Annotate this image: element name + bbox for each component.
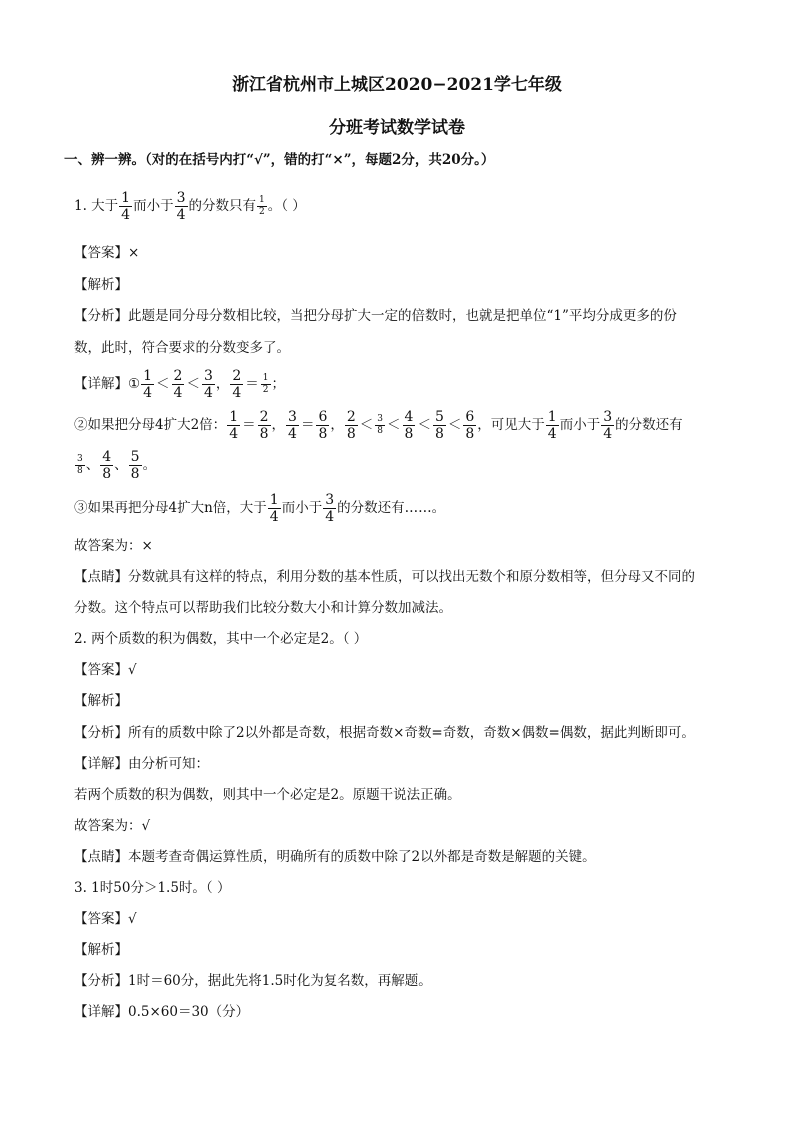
answer-label: 【答案】: [74, 245, 128, 261]
fraction: [75, 455, 85, 476]
numerator: 1: [259, 194, 265, 205]
q2-jiexi: 【解析】: [74, 693, 128, 709]
denominator: 8: [465, 425, 475, 442]
equals: ＝: [300, 417, 315, 433]
fraction: [172, 369, 185, 400]
question-2: 2. 两个质数的积为偶数，其中一个必定是2。（ ）: [74, 631, 368, 647]
q2-analysis: [74, 723, 695, 743]
q1-answer: [74, 243, 139, 263]
numerator: 6: [318, 408, 328, 425]
q3-answer: [74, 909, 137, 929]
denominator: 4: [176, 206, 186, 223]
fraction: [141, 369, 154, 400]
denominator: 4: [143, 384, 153, 401]
separator: 、: [85, 457, 100, 473]
fraction: [375, 415, 385, 436]
equals: ＝: [245, 376, 259, 392]
q1-prefix: 1. 大于: [74, 198, 119, 214]
fraction: [268, 493, 281, 524]
detail-text: 由分析可知：: [128, 756, 209, 772]
equals: ＝: [242, 417, 256, 433]
denominator: 8: [377, 425, 384, 436]
denominator: 4: [325, 508, 335, 525]
denominator: 4: [603, 425, 613, 442]
denominator: 8: [259, 425, 269, 442]
numerator: 3: [325, 491, 335, 508]
q1-mid: 而小于: [133, 198, 174, 214]
q1-conclusion: 故答案为：×: [74, 538, 153, 554]
numerator: 3: [176, 189, 186, 206]
q1-analysis-cont: 数，此时，符合要求的分数变多了。: [74, 340, 290, 356]
q2-answer: [74, 660, 137, 680]
analysis-label: 【分析】: [74, 308, 128, 324]
question-3: 3. 1时50分＞1.5时。（ ）: [74, 880, 231, 896]
denominator: 4: [173, 384, 183, 401]
answer-value: √: [128, 662, 137, 678]
fraction: [257, 196, 267, 217]
numerator: 3: [288, 408, 297, 425]
q2-detail: [74, 754, 209, 774]
q1-point-cont: 分数。这个特点可以帮助我们比较分数大小和计算分数加减法。: [74, 600, 452, 616]
detail-text: ③如果再把分母4扩大n倍，大于: [74, 500, 267, 516]
denominator: 8: [434, 425, 444, 442]
less-than: ＜: [359, 417, 374, 433]
numerator: 6: [465, 408, 475, 425]
fraction: [286, 410, 299, 441]
denominator: 4: [203, 384, 213, 401]
q1-detail-2-cont: [74, 446, 156, 484]
denominator: 8: [404, 425, 414, 442]
numerator: 4: [404, 408, 414, 425]
fraction: [463, 410, 476, 441]
numerator: 3: [377, 413, 384, 424]
detail-text: ②如果把分母4扩大2倍：: [74, 417, 227, 433]
numerator: 1: [121, 189, 131, 206]
answer-value: ×: [128, 245, 140, 261]
less-than: ＜: [417, 417, 431, 433]
denominator: 8: [346, 425, 356, 442]
numerator: 2: [173, 367, 183, 384]
denominator: 4: [269, 508, 279, 525]
comma: ，: [330, 417, 344, 433]
point-label: 【点睛】: [74, 849, 128, 865]
q2-detail-cont: 若两个质数的积为偶数，则其中一个必定是2。原题干说法正确。: [74, 787, 461, 803]
detail-label: 【详解】: [74, 1004, 128, 1020]
q2-conclusion: 故答案为：√: [74, 818, 151, 834]
detail-text: 0.5×60＝30（分）: [128, 1004, 250, 1020]
detail-text: 的分数还有: [615, 417, 683, 433]
detail-marker: ①: [128, 376, 141, 392]
less-than: ＜: [447, 417, 462, 433]
q3-jiexi: 【解析】: [74, 942, 128, 958]
numerator: 1: [229, 408, 239, 425]
denominator: 4: [121, 206, 131, 223]
fraction: [202, 369, 215, 400]
denominator: 4: [288, 425, 297, 442]
analysis-text: 所有的质数中除了2以外都是奇数，根据奇数×奇数=奇数，奇数×偶数=偶数，据此判断即可。: [128, 725, 695, 741]
denominator: 8: [77, 465, 83, 476]
period: 。: [142, 457, 157, 473]
denominator: 8: [318, 425, 328, 442]
section-heading: 一、辨一辨。（对的在括号内打“√”，错的打“×”，每题2分，共20分。）: [64, 152, 495, 168]
fraction: [316, 410, 329, 441]
denominator: 4: [229, 425, 239, 442]
fraction: [546, 410, 559, 441]
numerator: 1: [269, 491, 279, 508]
q1-point: [74, 567, 695, 587]
question-1: [74, 184, 306, 228]
answer-label: 【答案】: [74, 662, 128, 678]
point-text: 分数就具有这样的特点，利用分数的基本性质，可以找出无数个和原分数相等，但分母又不同的: [128, 569, 695, 585]
fraction: [323, 493, 336, 524]
denominator: 4: [547, 425, 557, 442]
fraction: [230, 369, 243, 400]
numerator: 1: [143, 367, 153, 384]
numerator: 5: [130, 448, 140, 465]
less-than: ＜: [156, 376, 170, 392]
fraction: [601, 410, 614, 441]
numerator: 3: [77, 453, 83, 464]
point-text: 本题考查奇偶运算性质，明确所有的质数中除了2以外都是奇数是解题的关键。: [128, 849, 596, 865]
q1-tail: 。（ ）: [267, 198, 306, 214]
numerator: 2: [346, 408, 356, 425]
q1-analysis: [74, 306, 677, 326]
fraction: [100, 450, 113, 481]
denominator: 8: [102, 465, 112, 482]
denominator: 2: [259, 206, 265, 217]
less-than: ＜: [186, 376, 200, 392]
semicolon: ；: [271, 376, 286, 392]
answer-label: 【答案】: [74, 911, 128, 927]
fraction: [433, 410, 446, 441]
numerator: 3: [203, 367, 213, 384]
comma: ，: [271, 417, 286, 433]
numerator: 2: [232, 367, 242, 384]
numerator: 4: [102, 448, 112, 465]
analysis-text: 此题是同分母分数相比较，当把分母扩大一定的倍数时，也就是把单位“1”平均分成更多的份: [128, 308, 677, 324]
denominator: 2: [262, 384, 269, 395]
detail-text: 而小于: [281, 500, 323, 516]
q1-jiexi: 【解析】: [74, 277, 128, 293]
numerator: 3: [603, 408, 613, 425]
fraction: [175, 191, 188, 222]
separator: 、: [114, 457, 128, 473]
numerator: 1: [262, 372, 269, 383]
fraction: [261, 374, 271, 395]
denominator: 4: [232, 384, 242, 401]
fraction: [345, 410, 358, 441]
detail-label: 【详解】: [74, 756, 128, 772]
answer-value: √: [128, 911, 137, 927]
detail-label: 【详解】: [74, 376, 128, 392]
page-title: 浙江省杭州市上城区2020−2021学七年级: [232, 75, 562, 95]
q1-detail-3: [74, 488, 445, 528]
fraction: [129, 450, 142, 481]
numerator: 5: [434, 408, 444, 425]
q1-suffix: 的分数只有: [188, 198, 257, 214]
fraction: [258, 410, 271, 441]
less-than: ＜: [387, 417, 401, 433]
fraction: [227, 410, 240, 441]
detail-text: 而小于: [559, 417, 601, 433]
q1-detail-1: [74, 364, 285, 404]
fraction: [119, 191, 132, 222]
point-label: 【点睛】: [74, 569, 128, 585]
q1-detail-2: [74, 404, 683, 446]
analysis-label: 【分析】: [74, 725, 128, 741]
detail-text: 的分数还有……。: [337, 500, 446, 516]
comma: ，: [215, 376, 230, 392]
numerator: 1: [547, 408, 557, 425]
denominator: 8: [130, 465, 140, 482]
page-subtitle: 分班考试数学试卷: [329, 118, 465, 138]
fraction: [403, 410, 416, 441]
q2-point: [74, 847, 596, 867]
numerator: 2: [259, 408, 269, 425]
analysis-label: 【分析】: [74, 973, 128, 989]
q3-detail: [74, 1002, 249, 1022]
analysis-text: 1时＝60分，据此先将1.5时化为复名数，再解题。: [128, 973, 432, 989]
q3-analysis: [74, 971, 432, 991]
detail-text: ，可见大于: [477, 417, 545, 433]
